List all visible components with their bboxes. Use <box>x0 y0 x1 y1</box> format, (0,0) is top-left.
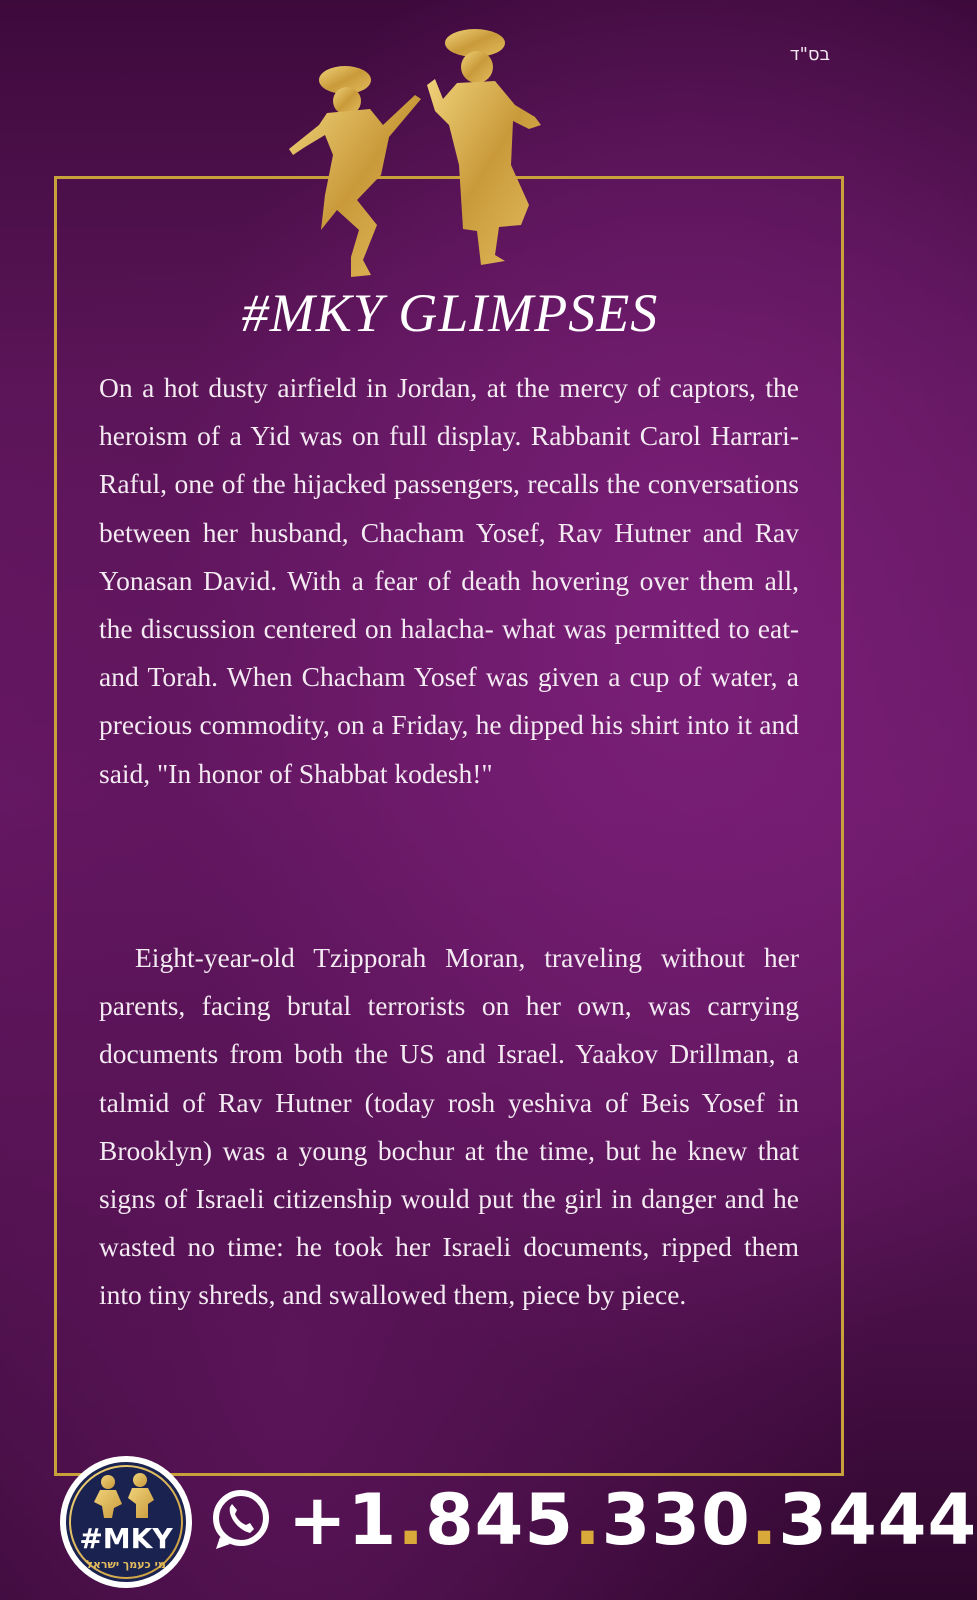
bsd-header: בס"ד <box>789 44 830 65</box>
phone-part: 845 <box>424 1479 575 1561</box>
contact-row <box>208 1475 977 1565</box>
phone-dot: . <box>750 1479 779 1561</box>
phone-dot: . <box>574 1479 602 1561</box>
page-title: #MKY GLIMPSES <box>241 283 659 343</box>
phone-part: 330 <box>601 1479 751 1561</box>
mky-logo-badge <box>56 1452 196 1592</box>
phone-dot: . <box>397 1479 425 1561</box>
phone-part: 3444 <box>778 1479 977 1561</box>
story-paragraph-1: On a hot dusty airfield in Jordan, at the mercy of captors, the heroism of a Yid was on full display. Rabbanit Carol Harrari-Raful, one of the hijacked passengers, recalls the conversations between her husband, Chacham Yosef, Rav Hutner and Rav Yonasan David. With a fear of death hovering over them all, the discussion centered on halacha- what was permitted to eat- and Torah. When Chacham Yosef was given a cup of water, a precious commodity, on a Friday, he dipped his shirt into it and said, "In honor of Shabbat kodesh!" <box>99 372 799 789</box>
phone-part: +1 <box>288 1479 398 1561</box>
whatsapp-icon[interactable] <box>208 1487 274 1553</box>
logo-subtext: מי כעמך ישראל <box>86 1558 166 1571</box>
dancing-figures-illustration <box>285 25 605 280</box>
phone-number[interactable] <box>288 1479 977 1561</box>
logo-text: #MKY <box>79 1522 173 1555</box>
story-paragraph-2: Eight-year-old Tzipporah Moran, traveling without her parents, facing brutal terrorists on her own, was carrying documents from both the US and Israel. Yaakov Drillman, a talmid of Rav Hutner (today rosh yeshiva of Beis Yosef in Brooklyn) was a young bochur at the time, but he knew that signs of Israeli citizenship would put the girl in danger and he wasted no time: he took her Israeli documents, ripped them into tiny shreds, and swallowed them, piece by piece. <box>99 942 799 1311</box>
